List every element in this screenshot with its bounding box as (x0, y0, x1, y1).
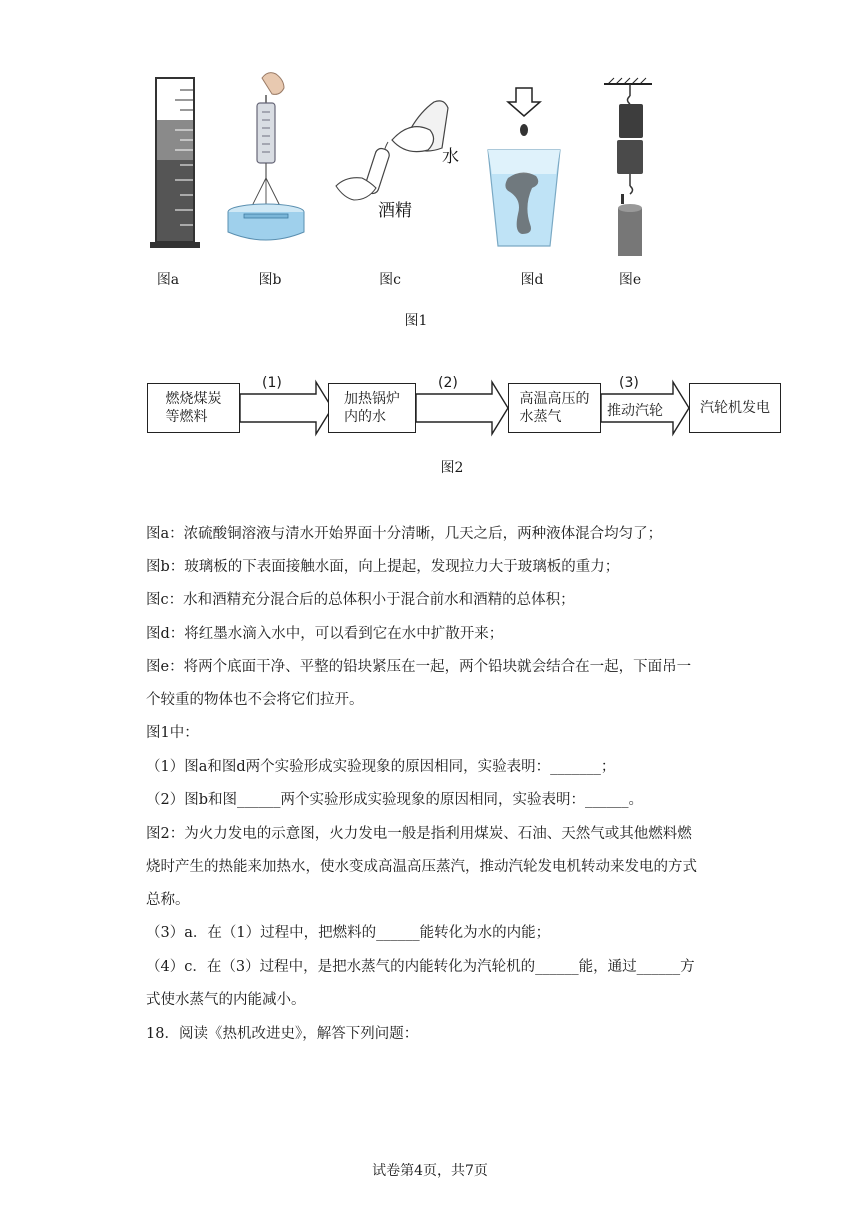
paragraph-fig2-line3: 总称。 (146, 892, 190, 908)
flow-box-boiler (328, 383, 416, 433)
arrow-1 (240, 382, 332, 434)
paragraph-fig-b: 图b：玻璃板的下表面接触水面，向上提起，发现拉力大于玻璃板的重力； (146, 559, 620, 575)
flow-box-steam (508, 383, 601, 433)
paragraph-fig-d: 图d：将红墨水滴入水中，可以看到它在水中扩散开来； (146, 626, 504, 642)
paragraph-fig1-intro: 图1中： (146, 725, 199, 741)
flow-box-generator-line1: 汽轮机发电 (700, 400, 770, 416)
lead-blocks-icon (604, 78, 652, 256)
question-18: 18．阅读《热机改进史》，解答下列问题： (146, 1026, 419, 1042)
caption-fig-c: 图c (379, 272, 401, 288)
step-label-3: (3) (619, 375, 639, 391)
step-label-1: (1) (262, 375, 282, 391)
question-4-line2: 式使水蒸气的内能减小。 (146, 992, 306, 1008)
caption-fig-e: 图e (618, 272, 642, 288)
arrow-2 (416, 382, 508, 434)
flow-box-fuel-line1: 燃烧煤炭 (165, 391, 222, 407)
step3-text: 推动汽轮 (607, 403, 663, 419)
question-1: （1）图a和图d两个实验形成实验现象的原因相同，实验表明：_______； (146, 759, 616, 775)
pouring-liquids-icon (336, 101, 448, 200)
label-alcohol: 酒精 (378, 201, 412, 221)
paragraph-fig2-line1: 图2：为火力发电的示意图，火力发电一般是指利用煤炭、石油、天然气或其他燃料燃 (146, 826, 692, 842)
flow-box-generator (689, 383, 781, 433)
ink-drop-beaker-icon (488, 88, 560, 246)
caption-fig-b: 图b (258, 272, 282, 288)
graduated-cylinder-icon (150, 78, 200, 248)
label-water: 水 (442, 147, 459, 167)
step-label-2: (2) (438, 375, 458, 391)
paragraph-fig-a: 图a：浓硫酸铜溶液与清水开始界面十分清晰，几天之后，两种液体混合均匀了； (146, 526, 663, 542)
page-footer: 试卷第4页，共7页 (372, 1163, 488, 1179)
caption-fig-a: 图a (156, 272, 180, 288)
figure1-illustrations (0, 0, 860, 270)
caption-fig-d: 图d (520, 272, 544, 288)
figure1-caption: 图1 (404, 313, 428, 329)
flow-box-fuel-line2: 等燃料 (165, 409, 208, 425)
figure2-caption: 图2 (440, 460, 464, 476)
paragraph-fig2-line2: 烧时产生的热能来加热水，使水变成高温高压蒸汽，推动汽轮发电机转动来发电的方式 (146, 859, 697, 875)
flow-box-steam-line1: 高温高压的 (519, 391, 590, 407)
paragraph-fig-e-line2: 个较重的物体也不会将它们拉开。 (146, 692, 364, 708)
spring-scale-icon (228, 73, 304, 240)
question-2: （2）图b和图______两个实验形成实验现象的原因相同，实验表明：______。 (146, 792, 644, 808)
paragraph-fig-e-line1: 图e：将两个底面干净、平整的铅块紧压在一起，两个铅块就会结合在一起，下面吊一 (146, 659, 692, 675)
question-3: （3）a．在（1）过程中，把燃料的______能转化为水的内能； (146, 925, 551, 941)
flow-box-fuel (147, 383, 240, 433)
flow-box-boiler-line1: 加热锅炉 (344, 391, 400, 407)
flow-box-boiler-line2: 内的水 (344, 409, 386, 425)
paragraph-fig-c: 图c：水和酒精充分混合后的总体积小于混合前水和酒精的总体积； (146, 592, 575, 608)
flow-box-steam-line2: 水蒸气 (519, 409, 562, 425)
question-4-line1: （4）c．在（3）过程中，是把水蒸气的内能转化为汽轮机的______能，通过______方 (146, 959, 695, 975)
